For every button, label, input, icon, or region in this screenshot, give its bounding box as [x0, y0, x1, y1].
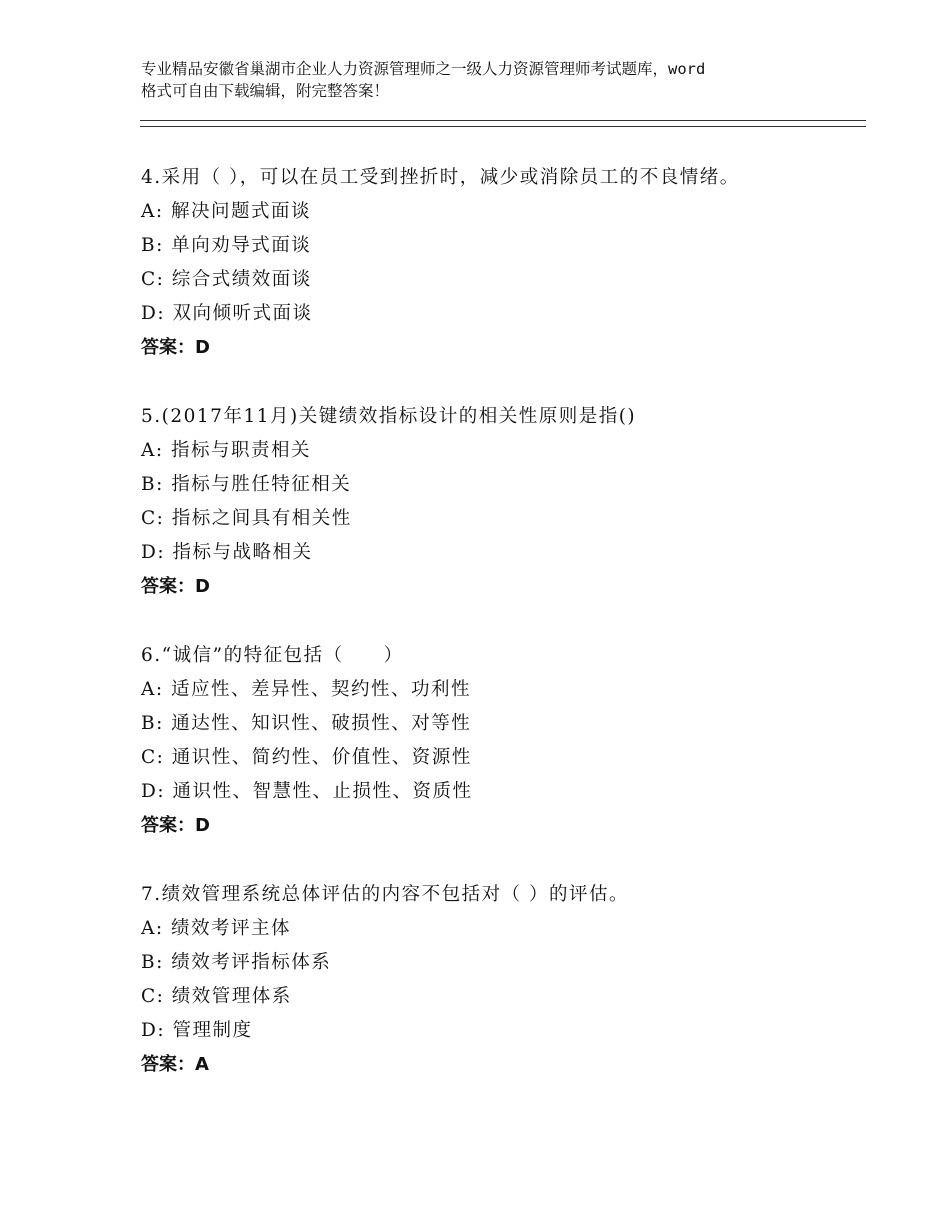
- option-a: A: 指标与职责相关: [141, 440, 311, 461]
- header-title-line-1: 专业精品安徽省巢湖市企业人力资源管理师之一级人力资源管理师考试题库，word: [141, 60, 706, 78]
- question-6: [141, 639, 861, 843]
- option-b: B: 绩效考评指标体系: [141, 952, 332, 973]
- question-stem: 5.(2017年11月)关键绩效指标设计的相关性原则是指(): [141, 406, 637, 427]
- option-c: C: 综合式绩效面谈: [141, 269, 312, 290]
- answer-label: 答案：D: [141, 815, 210, 836]
- question-4: [141, 161, 861, 365]
- option-b: B: 通达性、知识性、破损性、对等性: [141, 713, 472, 734]
- option-c: C: 通识性、简约性、价值性、资源性: [141, 747, 472, 768]
- option-b: B: 单向劝导式面谈: [141, 235, 312, 256]
- option-d: D: 管理制度: [141, 1020, 253, 1041]
- option-a: A: 解决问题式面谈: [141, 201, 311, 222]
- option-d: D: 双向倾听式面谈: [141, 303, 313, 324]
- answer-label: 答案：A: [141, 1054, 209, 1075]
- question-stem: 6.“诚信”的特征包括（ ）: [141, 645, 404, 666]
- question-stem: 7.绩效管理系统总体评估的内容不包括对（ ）的评估。: [141, 884, 630, 905]
- question-5: [141, 400, 861, 604]
- question-7: [141, 878, 861, 1082]
- answer-label: 答案：D: [141, 576, 210, 597]
- question-stem: 4.采用（ ），可以在员工受到挫折时，减少或消除员工的不良情绪。: [141, 167, 740, 188]
- option-a: A: 绩效考评主体: [141, 918, 291, 939]
- header-divider: [140, 120, 866, 127]
- option-b: B: 指标与胜任特征相关: [141, 474, 352, 495]
- option-c: C: 指标之间具有相关性: [141, 508, 352, 529]
- document-header: [141, 58, 841, 102]
- answer-label: 答案：D: [141, 337, 210, 358]
- header-title-line-2: 格式可自由下载编辑，附完整答案！: [141, 82, 390, 100]
- option-a: A: 适应性、差异性、契约性、功利性: [141, 679, 471, 700]
- option-d: D: 通识性、智慧性、止损性、资质性: [141, 781, 473, 802]
- option-c: C: 绩效管理体系: [141, 986, 292, 1007]
- option-d: D: 指标与战略相关: [141, 542, 313, 563]
